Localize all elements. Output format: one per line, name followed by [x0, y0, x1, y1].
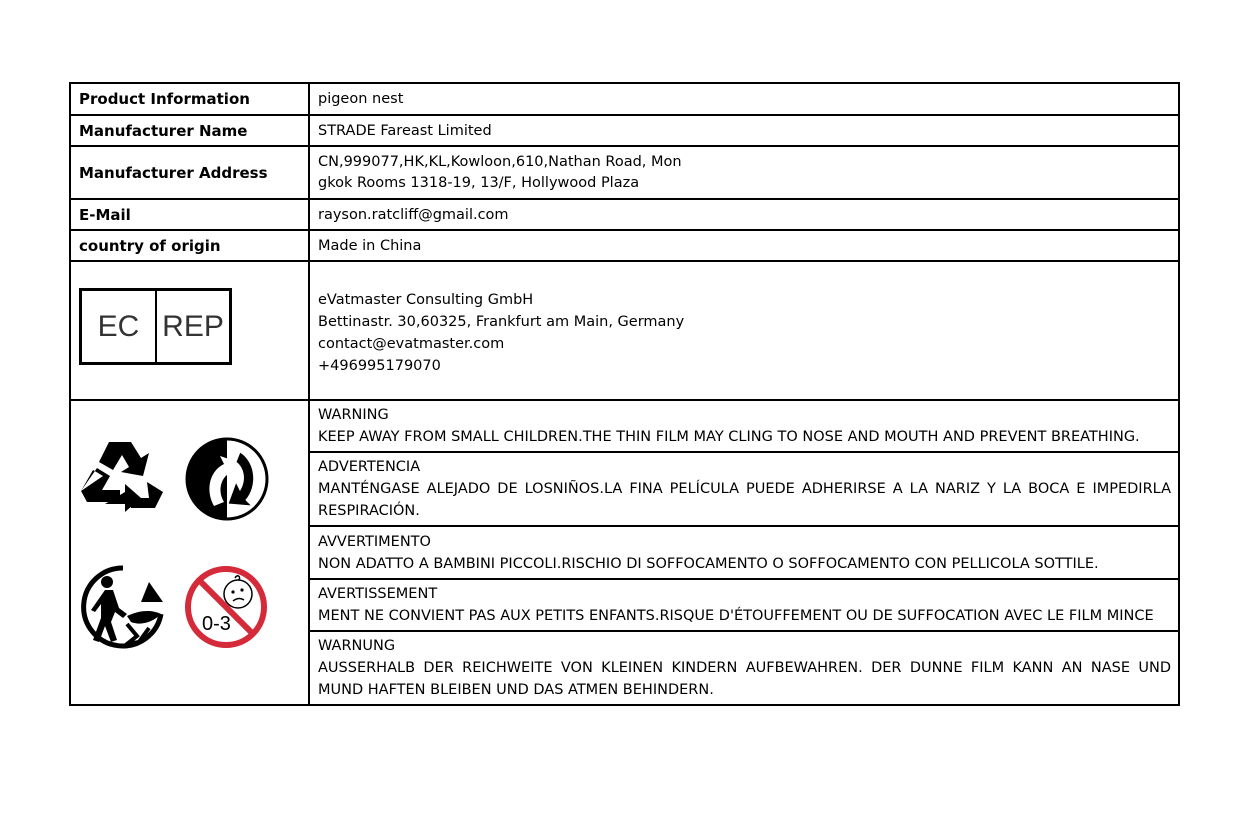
ec-rep-company: eVatmaster Consulting GmbH — [318, 291, 534, 308]
ec-rep-symbol — [79, 288, 232, 365]
warning-title: AVVERTIMENTO — [318, 533, 431, 550]
recycle-icon — [79, 436, 167, 520]
ec-rep-details — [310, 262, 1178, 399]
label-country-of-origin: country of origin — [79, 236, 221, 255]
ec-label: EC — [82, 291, 157, 362]
warning-text: MANTÉNGASE ALEJADO DE LOSNIÑOS.LA FINA PELÍCULA PUEDE ADHERIRSE A LA NARIZ Y LA BOCA E IMPEDIRLA RESPIRACIÓN. — [318, 481, 1171, 519]
warning-french — [310, 580, 1178, 630]
no-children-0-3-icon — [183, 564, 269, 650]
warning-title: AVERTISSEMENT — [318, 586, 438, 602]
ec-rep-phone: +496995179070 — [318, 357, 441, 374]
warning-title: ADVERTENCIA — [318, 459, 421, 475]
tidyman-icon — [79, 564, 167, 650]
label-manufacturer-name: Manufacturer Name — [79, 121, 248, 140]
warning-title: WARNING — [318, 407, 389, 423]
value-email — [310, 200, 1178, 229]
label-manufacturer-address: Manufacturer Address — [79, 163, 268, 182]
country: Made in China — [318, 237, 422, 254]
manufacturer-name: STRADE Fareast Limited — [318, 122, 492, 139]
label-email: E-Mail — [79, 205, 131, 224]
value-product-information — [310, 84, 1178, 114]
value-country-of-origin — [310, 231, 1178, 260]
label-product-information: Product Information — [79, 90, 250, 108]
warning-text: KEEP AWAY FROM SMALL CHILDREN.THE THIN FILM MAY CLING TO NOSE AND MOUTH AND PREVENT BREATHING. — [318, 429, 1140, 445]
address-line: gkok Rooms 1318-19, 13/F, Hollywood Plaza — [318, 174, 640, 191]
ec-rep-email: contact@evatmaster.com — [318, 335, 505, 352]
warning-text: AUSSERHALB DER REICHWEITE VON KLEINEN KINDERN AUFBEWAHREN. DER DUNNE FILM KANN AN NASE UND MUND HAFTEN BLEIBEN UND DAS ATMEN BEHINDERN. — [318, 660, 1171, 698]
warning-german — [310, 632, 1178, 704]
warning-title: WARNUNG — [318, 638, 396, 654]
product-info-table — [69, 82, 1180, 706]
green-dot-icon — [184, 436, 270, 522]
warning-spanish — [310, 453, 1178, 525]
value-manufacturer-address — [310, 147, 1178, 198]
age-range-label: 0-3 — [202, 613, 231, 635]
warning-italian — [310, 527, 1178, 578]
warning-english — [310, 401, 1178, 451]
address-line: CN,999077,HK,KL,Kowloon,610,Nathan Road, Mon — [318, 153, 682, 170]
value-manufacturer-name — [310, 116, 1178, 145]
email-address: rayson.ratcliff@gmail.com — [318, 206, 509, 223]
warning-text: MENT NE CONVIENT PAS AUX PETITS ENFANTS.RISQUE D'ÉTOUFFEMENT OU DE SUFFOCATION AVEC LE FILM MINCE — [318, 608, 1154, 624]
ec-rep-address: Bettinastr. 30,60325, Frankfurt am Main, Germany — [318, 313, 685, 330]
product-name: pigeon nest — [318, 91, 404, 107]
rep-label: REP — [162, 309, 224, 343]
warning-text: NON ADATTO A BAMBINI PICCOLI.RISCHIO DI SOFFOCAMENTO O SOFFOCAMENTO CON PELLICOLA SOTTILE. — [318, 555, 1099, 572]
